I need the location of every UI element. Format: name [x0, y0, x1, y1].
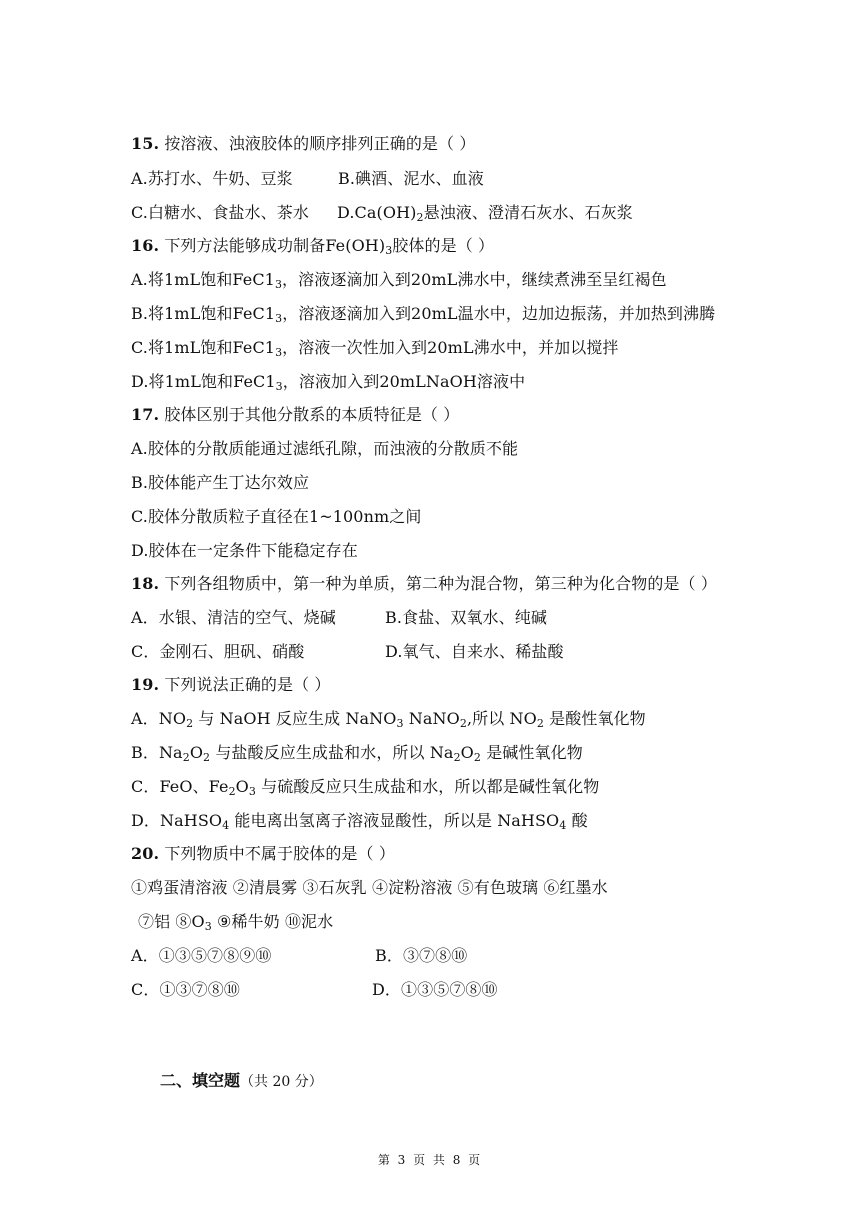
- question-20-items-line-2: ⑦铝 $⑧O_3$ ⑨稀牛奶 ⑩泥水: [138, 912, 334, 933]
- option-b: B.碘酒、泥水、血液: [338, 169, 484, 188]
- question-15-options-ab: [131, 168, 484, 190]
- section-heading: [160, 1070, 323, 1093]
- option-d: D．NaHSO$_4$ 能电离出氢离子溶液显酸性，所以是 NaHSO$_4$ 酸: [131, 811, 588, 832]
- question-text: 下列方法能够成功制备$Fe(OH)_3$胶体的是（ ）: [164, 236, 495, 257]
- option-a: A．$NO_2$ 与 NaOH 反应生成 NaNO$_3$ NaNO$_2$,所以 $NO_2$ 是酸性氧化物: [131, 709, 646, 730]
- question-text: 下列说法正确的是（ ）: [164, 675, 331, 694]
- question-18-stem: [131, 573, 717, 595]
- option-b: B.胶体能产生丁达尔效应: [131, 473, 310, 492]
- option-a: A.苏打水、牛奶、豆浆: [131, 169, 293, 188]
- option-a: A.将1mL饱和$FeC1_3$，溶液逐滴加入到20mL沸水中，继续煮沸至呈红褐色: [131, 270, 667, 291]
- option-c: C．①③⑦⑧⑩: [131, 980, 240, 999]
- option-d: $D.Ca(OH)_2$悬浊液、澄清石灰水、石灰浆: [337, 203, 633, 224]
- option-b: B.食盐、双氧水、纯碱: [385, 608, 547, 627]
- option-c: C．金刚石、胆矾、硝酸: [131, 642, 305, 661]
- question-20-items-line-1: ①鸡蛋清溶液 ②清晨雾 ③石灰乳 ④淀粉溶液 ⑤有色玻璃 ⑥红墨水: [131, 878, 608, 897]
- option-c: C．FeO、$Fe_2O_3$ 与硫酸反应只生成盐和水，所以都是碱性氧化物: [131, 777, 600, 798]
- page-footer: 第 3 页 共 8 页: [377, 1153, 483, 1167]
- question-15-options-cd: [131, 202, 633, 224]
- question-text: 胶体区别于其他分散系的本质特征是（ ）: [164, 405, 460, 424]
- section-title: 二、填空题: [160, 1071, 241, 1090]
- question-15-stem: [131, 133, 475, 155]
- question-number: 15.: [131, 134, 160, 153]
- question-text: 下列物质中不属于胶体的是（ ）: [164, 844, 395, 863]
- question-number: 16.: [131, 236, 160, 255]
- question-20-options-cd: [131, 979, 498, 1001]
- option-d: D.将1mL饱和$FeC1_3$，溶液加入到20mLNaOH溶液中: [131, 372, 526, 393]
- option-b: B．$Na_2O_2$ 与盐酸反应生成盐和水，所以 $Na_2O_2$ 是碱性氧化物: [131, 743, 583, 764]
- question-18-options-ab: [131, 607, 547, 629]
- option-a: A．①③⑤⑦⑧⑨⑩: [131, 946, 272, 965]
- question-number: 19.: [131, 675, 160, 694]
- option-a: A.胶体的分散质能通过滤纸孔隙，而浊液的分散质不能: [131, 439, 519, 458]
- option-d: D.氧气、自来水、稀盐酸: [385, 642, 564, 661]
- option-c: C.白糖水、食盐水、茶水: [131, 203, 309, 222]
- option-c: C.胶体分散质粒子直径在1~100nm之间: [131, 507, 422, 526]
- option-b: B．③⑦⑧⑩: [375, 946, 468, 965]
- question-16-stem: [131, 235, 494, 257]
- option-a: A．水银、清洁的空气、烧碱: [131, 608, 336, 627]
- question-text: 按溶液、浊液胶体的顺序排列正确的是（ ）: [164, 134, 476, 153]
- question-20-stem: [131, 843, 395, 865]
- question-text: 下列各组物质中，第一种为单质，第二种为混合物，第三种为化合物的是（ ）: [164, 574, 717, 593]
- question-17-stem: [131, 404, 459, 426]
- question-number: 18.: [131, 574, 160, 593]
- section-points: （共 20 分）: [240, 1074, 323, 1090]
- question-number: 20.: [131, 844, 160, 863]
- option-c: C.将1mL饱和$FeC1_3$，溶液一次性加入到20mL沸水中，并加以搅拌: [131, 338, 619, 359]
- option-d: D．①③⑤⑦⑧⑩: [372, 980, 498, 999]
- question-20-options-ab: [131, 945, 468, 967]
- question-19-stem: [131, 674, 331, 696]
- option-b: B.将1mL饱和$FeC1_3$，溶液逐滴加入到20mL温水中，边加边振荡，并加热到沸腾: [131, 304, 716, 325]
- question-number: 17.: [131, 405, 160, 424]
- option-d: D.胶体在一定条件下能稳定存在: [131, 541, 358, 560]
- question-18-options-cd: [131, 641, 564, 663]
